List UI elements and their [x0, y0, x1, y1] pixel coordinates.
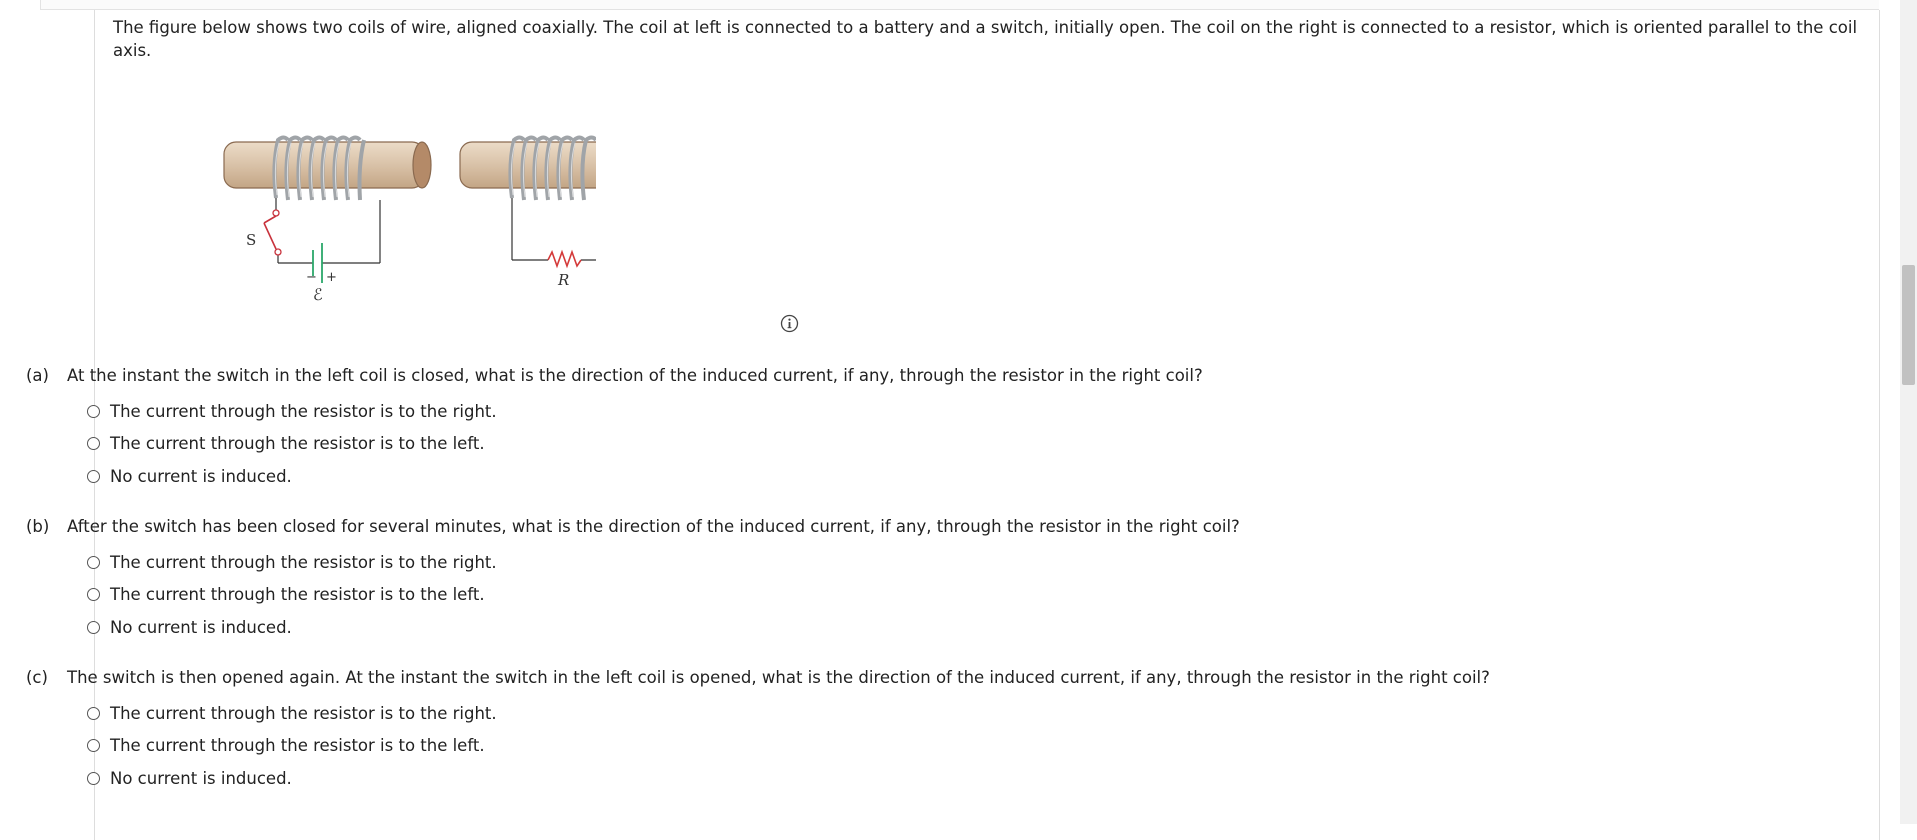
right-coil	[460, 138, 596, 201]
answer-option[interactable]	[87, 579, 1766, 612]
battery-minus: −	[306, 270, 317, 285]
question-b	[26, 516, 1766, 644]
question-text: At the instant the switch in the left coil is closed, what is the direction of the induced current, if any, through the resistor in the right coil?	[67, 366, 1203, 385]
right-circuit	[512, 198, 596, 260]
radio-button[interactable]	[87, 405, 100, 418]
radio-button[interactable]	[87, 739, 100, 752]
question-letter: (c)	[26, 668, 48, 687]
info-circle-icon[interactable]	[780, 314, 799, 333]
answer-option[interactable]	[87, 730, 1766, 763]
left-circuit	[276, 198, 380, 263]
option-label: The current through the resistor is to the left.	[110, 434, 485, 454]
answer-options	[87, 546, 1766, 644]
option-label: The current through the resistor is to the right.	[110, 401, 497, 421]
answer-option[interactable]	[87, 611, 1766, 644]
question-prompt	[26, 516, 1766, 538]
option-label: The current through the resistor is to the left.	[110, 585, 485, 605]
answer-option[interactable]	[87, 546, 1766, 579]
battery	[306, 243, 337, 304]
answer-option[interactable]	[87, 428, 1766, 461]
switch	[246, 210, 281, 255]
question-text: After the switch has been closed for several minutes, what is the direction of the induced current, if any, through the resistor in the right coil?	[67, 517, 1240, 536]
scrollbar[interactable]	[1900, 0, 1917, 824]
problem-intro: The figure below shows two coils of wire, aligned coaxially. The coil at left is connected to a battery and a switch, initially open. The coil on the right is connected to a resistor, which is oriented parallel to the coil axis.	[113, 18, 1858, 60]
option-label: No current is induced.	[110, 768, 292, 788]
answer-options	[87, 395, 1766, 493]
emf-label: ℰ	[313, 285, 323, 304]
question-text: The switch is then opened again. At the instant the switch in the left coil is opened, what is the direction of the induced current, if any, through the resistor in the right coil?	[67, 668, 1490, 687]
radio-button[interactable]	[87, 772, 100, 785]
resistor-label: R	[558, 271, 570, 289]
answer-options	[87, 697, 1766, 795]
question-letter: (b)	[26, 517, 50, 536]
scrollbar-thumb[interactable]	[1902, 265, 1915, 385]
radio-button[interactable]	[87, 437, 100, 450]
radio-button[interactable]	[87, 588, 100, 601]
option-label: The current through the resistor is to the right.	[110, 552, 497, 572]
option-label: The current through the resistor is to the left.	[110, 736, 485, 756]
option-label: No current is induced.	[110, 466, 292, 486]
question-letter: (a)	[26, 366, 49, 385]
top-panel-edge	[40, 0, 1879, 10]
switch-label: S	[246, 231, 257, 249]
resistor	[548, 252, 581, 289]
battery-plus: +	[326, 270, 337, 285]
radio-button[interactable]	[87, 470, 100, 483]
option-label: No current is induced.	[110, 617, 292, 637]
radio-button[interactable]	[87, 707, 100, 720]
answer-option[interactable]	[87, 697, 1766, 730]
radio-button[interactable]	[87, 621, 100, 634]
answer-option[interactable]	[87, 762, 1766, 795]
option-label: The current through the resistor is to the right.	[110, 703, 497, 723]
coils-figure	[126, 115, 596, 315]
question-c	[26, 667, 1766, 795]
answer-option[interactable]	[87, 395, 1766, 428]
radio-button[interactable]	[87, 556, 100, 569]
question-prompt	[26, 365, 1766, 387]
left-coil	[224, 138, 431, 201]
question-a	[26, 365, 1766, 493]
answer-option[interactable]	[87, 460, 1766, 493]
question-prompt	[26, 667, 1766, 689]
